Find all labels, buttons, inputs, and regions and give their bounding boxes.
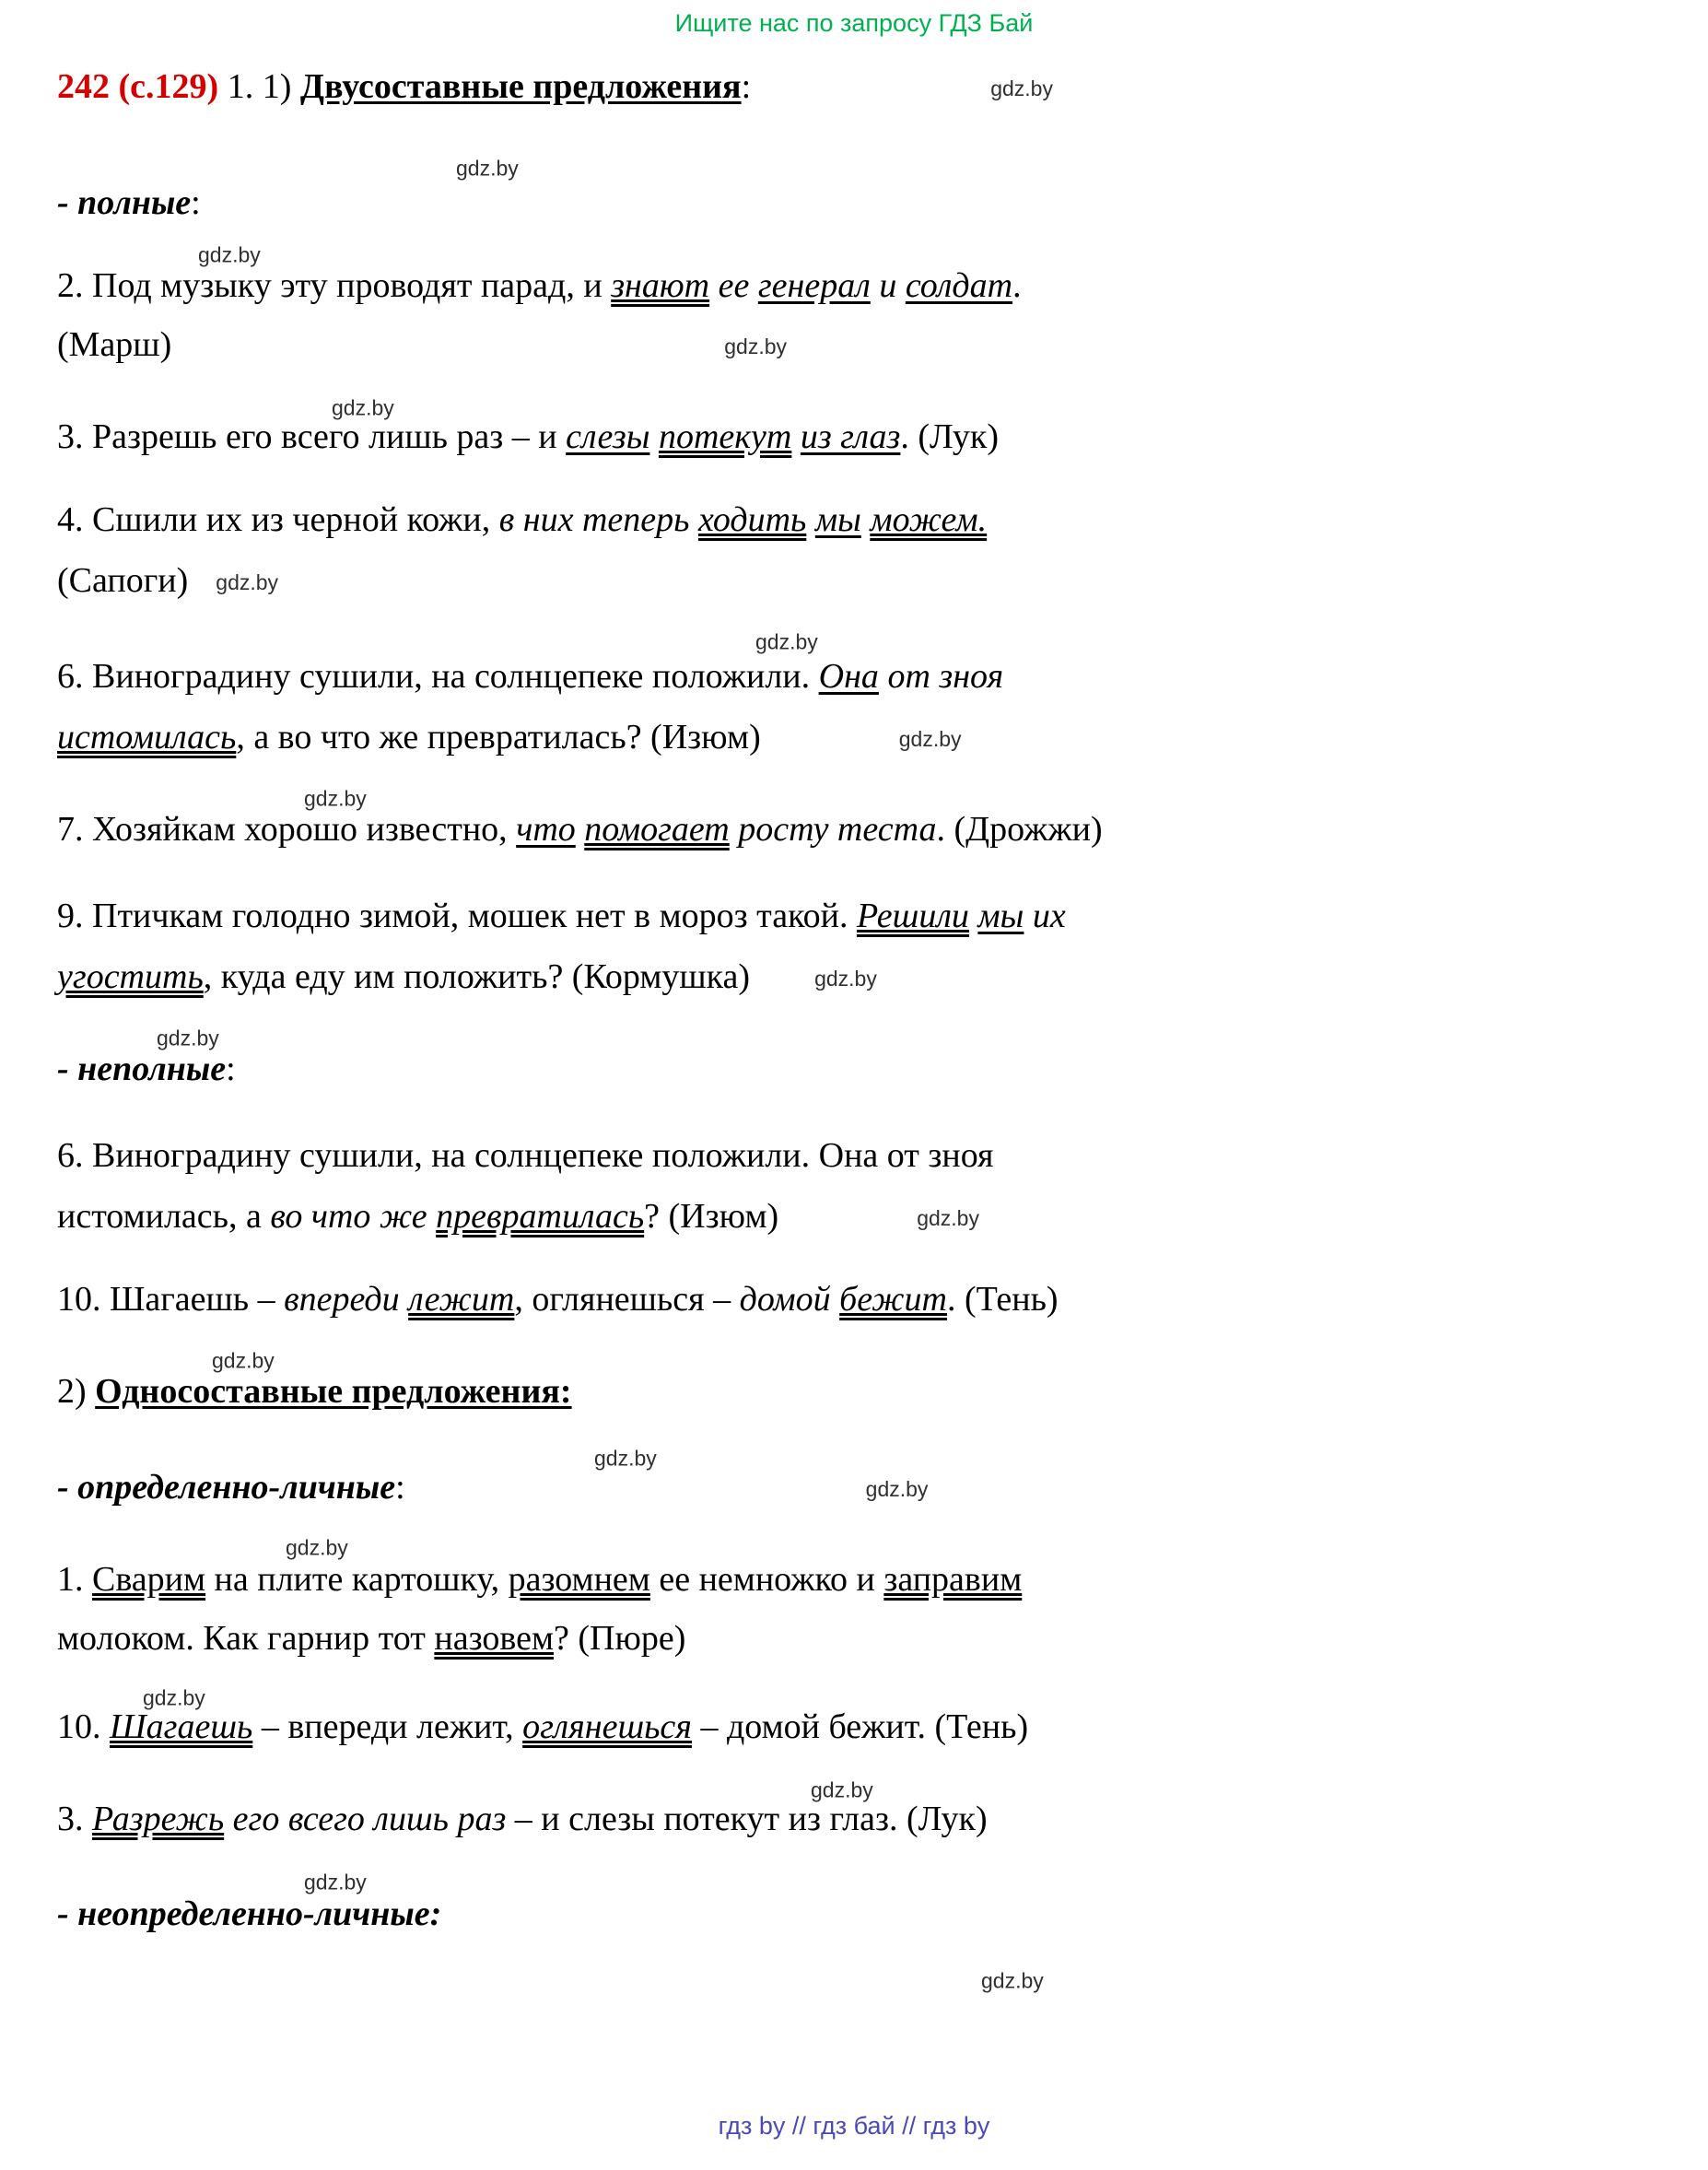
text-segment: Односоставные предложения:	[95, 1372, 572, 1411]
text-segment: . (Лук)	[900, 417, 999, 456]
text-segment: ее немножко и	[649, 1560, 884, 1599]
text-segment: впереди	[284, 1280, 409, 1319]
watermark: gdz.by	[917, 1206, 979, 1231]
text-segment: :	[741, 67, 752, 106]
sentence-line	[57, 656, 1003, 698]
sentence-line	[57, 1618, 685, 1660]
text-segment: , а во что же превратилась? (Изюм)	[236, 718, 761, 757]
watermark: gdz.by	[755, 629, 818, 654]
text-segment: разомнем	[508, 1560, 650, 1599]
text-segment: 6. Виноградину сушили, на солнцепеке положили. Она от зноя	[57, 1136, 994, 1175]
text-segment: :	[226, 1050, 236, 1088]
text-segment: молоком. Как гарнир тот	[57, 1619, 435, 1658]
text-segment: (Марш)	[57, 325, 172, 364]
text-segment: Разрежь	[92, 1800, 225, 1838]
text-segment: их	[1032, 897, 1066, 935]
watermark-line	[456, 146, 519, 188]
watermark-line	[981, 1958, 1044, 2000]
text-segment	[1024, 897, 1033, 935]
text-segment: Сварим	[92, 1560, 206, 1599]
text-segment	[576, 810, 585, 849]
sentence-line	[57, 1135, 993, 1178]
text-segment: - неполные	[57, 1050, 227, 1088]
text-segment: 9. Птичкам голодно зимой, мошек нет в мороз такой.	[57, 897, 857, 935]
text-segment: заправим	[883, 1560, 1023, 1599]
text-segment: помогает	[584, 810, 730, 849]
text-segment: .	[1012, 266, 1022, 305]
text-segment: 7. Хозяйкам хорошо известно,	[57, 810, 517, 849]
watermark: gdz.by	[198, 242, 261, 267]
sentence-line	[57, 1279, 1059, 1321]
text-segment: угостить	[57, 957, 204, 996]
watermark: gdz.by	[212, 1348, 275, 1373]
text-segment: 2. Под музыку эту проводят парад, и	[57, 266, 612, 305]
watermark: gdz.by	[898, 727, 962, 752]
text-segment: слезы	[566, 417, 650, 456]
category-label	[57, 1049, 236, 1091]
text-segment: ? (Пюре)	[554, 1619, 686, 1658]
text-segment: Двусоставные предложения	[299, 67, 742, 106]
text-segment	[806, 500, 815, 539]
sentence-line	[57, 324, 787, 367]
text-segment: знают	[611, 266, 710, 305]
category-label	[57, 182, 201, 225]
watermark: gdz.by	[143, 1685, 205, 1710]
text-segment: лежит	[408, 1280, 515, 1319]
exercise-heading	[57, 66, 1053, 109]
watermark: gdz.by	[304, 786, 367, 811]
text-segment: мы	[977, 897, 1024, 935]
sentence-line	[57, 896, 1066, 938]
watermark: gdz.by	[865, 1477, 929, 1502]
text-segment: 4. Сшили их из черной кожи,	[57, 500, 499, 539]
text-segment: потекут	[658, 417, 792, 456]
text-segment: (Сапоги)	[57, 561, 189, 600]
sentence-line	[57, 499, 987, 542]
sentence-line	[57, 1196, 979, 1238]
text-segment: . (Дрожжи)	[936, 810, 1103, 849]
category-label	[57, 1894, 441, 1936]
watermark: gdz.by	[286, 1535, 348, 1560]
sentence-line	[57, 717, 962, 759]
watermark: gdz.by	[990, 76, 1053, 101]
sentence-line	[57, 1559, 1022, 1601]
text-segment: – впереди лежит,	[252, 1707, 523, 1746]
footer-links: гдз by // гдз бай // гдз by	[718, 2112, 990, 2140]
text-segment	[791, 417, 801, 456]
text-segment: назовем	[434, 1619, 554, 1658]
text-segment: и	[870, 266, 906, 305]
category-label	[57, 1467, 928, 1509]
text-segment: – домой бежит. (Тень)	[691, 1707, 1029, 1746]
watermark: gdz.by	[814, 967, 877, 991]
text-segment: , куда еду им положить? (Кормушка)	[203, 957, 751, 996]
watermark: gdz.by	[216, 570, 279, 595]
sentence-line	[57, 1799, 988, 1841]
text-segment: из глаз	[800, 417, 901, 456]
text-segment: ? (Изюм)	[644, 1197, 779, 1236]
text-segment: истомилась, а	[57, 1197, 271, 1236]
sentence-line	[57, 809, 1103, 851]
text-segment: Решили	[856, 897, 969, 935]
text-segment: Она	[818, 657, 879, 696]
sentence-line	[57, 956, 877, 999]
text-segment: ее	[709, 266, 758, 305]
text-segment: истомилась	[57, 718, 237, 757]
text-segment	[861, 500, 871, 539]
text-segment: оглянешься	[522, 1707, 692, 1746]
text-segment: - полные	[57, 183, 192, 222]
watermark-line	[755, 619, 818, 662]
watermark: gdz.by	[724, 334, 787, 359]
text-segment: 3. Разрешь его всего лишь раз – и	[57, 417, 567, 456]
text-segment: 242 (с.129)	[57, 67, 219, 106]
text-segment: 1.	[57, 1560, 92, 1599]
text-segment: :	[191, 183, 201, 222]
promo-banner: Ищите нас по запросу ГДЗ Бай	[674, 9, 1034, 37]
watermark: gdz.by	[981, 1968, 1044, 1993]
text-segment: 3.	[57, 1800, 92, 1838]
text-segment: что	[516, 810, 576, 849]
sentence-line	[57, 265, 1022, 308]
text-segment: солдат	[905, 266, 1013, 305]
text-segment	[969, 897, 978, 935]
text-segment: , оглянешься –	[514, 1280, 740, 1319]
section-heading	[57, 1371, 572, 1413]
text-segment: Шагаешь	[110, 1707, 253, 1746]
text-segment: превратилась	[436, 1197, 645, 1236]
text-segment: ходить	[697, 500, 807, 539]
text-segment	[649, 417, 659, 456]
watermark: gdz.by	[332, 395, 394, 420]
watermark: gdz.by	[157, 1026, 219, 1050]
text-segment: на плите картошку,	[205, 1560, 509, 1599]
text-segment: 10.	[57, 1707, 110, 1746]
text-segment: домой	[739, 1280, 840, 1319]
text-segment: 10. Шагаешь –	[57, 1280, 285, 1319]
text-segment: можем.	[870, 500, 988, 539]
text-segment: - определенно-личные	[57, 1468, 396, 1507]
text-segment: от зноя	[878, 657, 1004, 696]
text-segment: генерал	[757, 266, 871, 305]
text-segment: бежит	[839, 1280, 947, 1319]
text-segment: - неопределенно-личные:	[57, 1894, 442, 1933]
sentence-line	[57, 416, 999, 459]
text-segment: росту теста	[729, 810, 937, 849]
text-segment: мы	[814, 500, 861, 539]
watermark: gdz.by	[594, 1446, 657, 1471]
watermark: gdz.by	[456, 156, 519, 181]
text-segment: его всего лишь раз	[224, 1800, 507, 1838]
watermark: gdz.by	[304, 1870, 367, 1894]
text-segment: 2)	[57, 1372, 96, 1411]
sentence-line	[57, 1707, 1028, 1749]
sentence-line	[57, 560, 278, 603]
text-segment: 1. 1)	[218, 67, 300, 106]
text-segment: в них теперь	[498, 500, 698, 539]
text-segment: 6. Виноградину сушили, на солнцепеке положили.	[57, 657, 819, 696]
text-segment: :	[395, 1468, 405, 1507]
text-segment: . (Тень)	[946, 1280, 1059, 1319]
text-segment: во что же	[270, 1197, 437, 1236]
text-segment: – и слезы потекут из глаз. (Лук)	[506, 1800, 988, 1838]
watermark: gdz.by	[811, 1777, 873, 1802]
